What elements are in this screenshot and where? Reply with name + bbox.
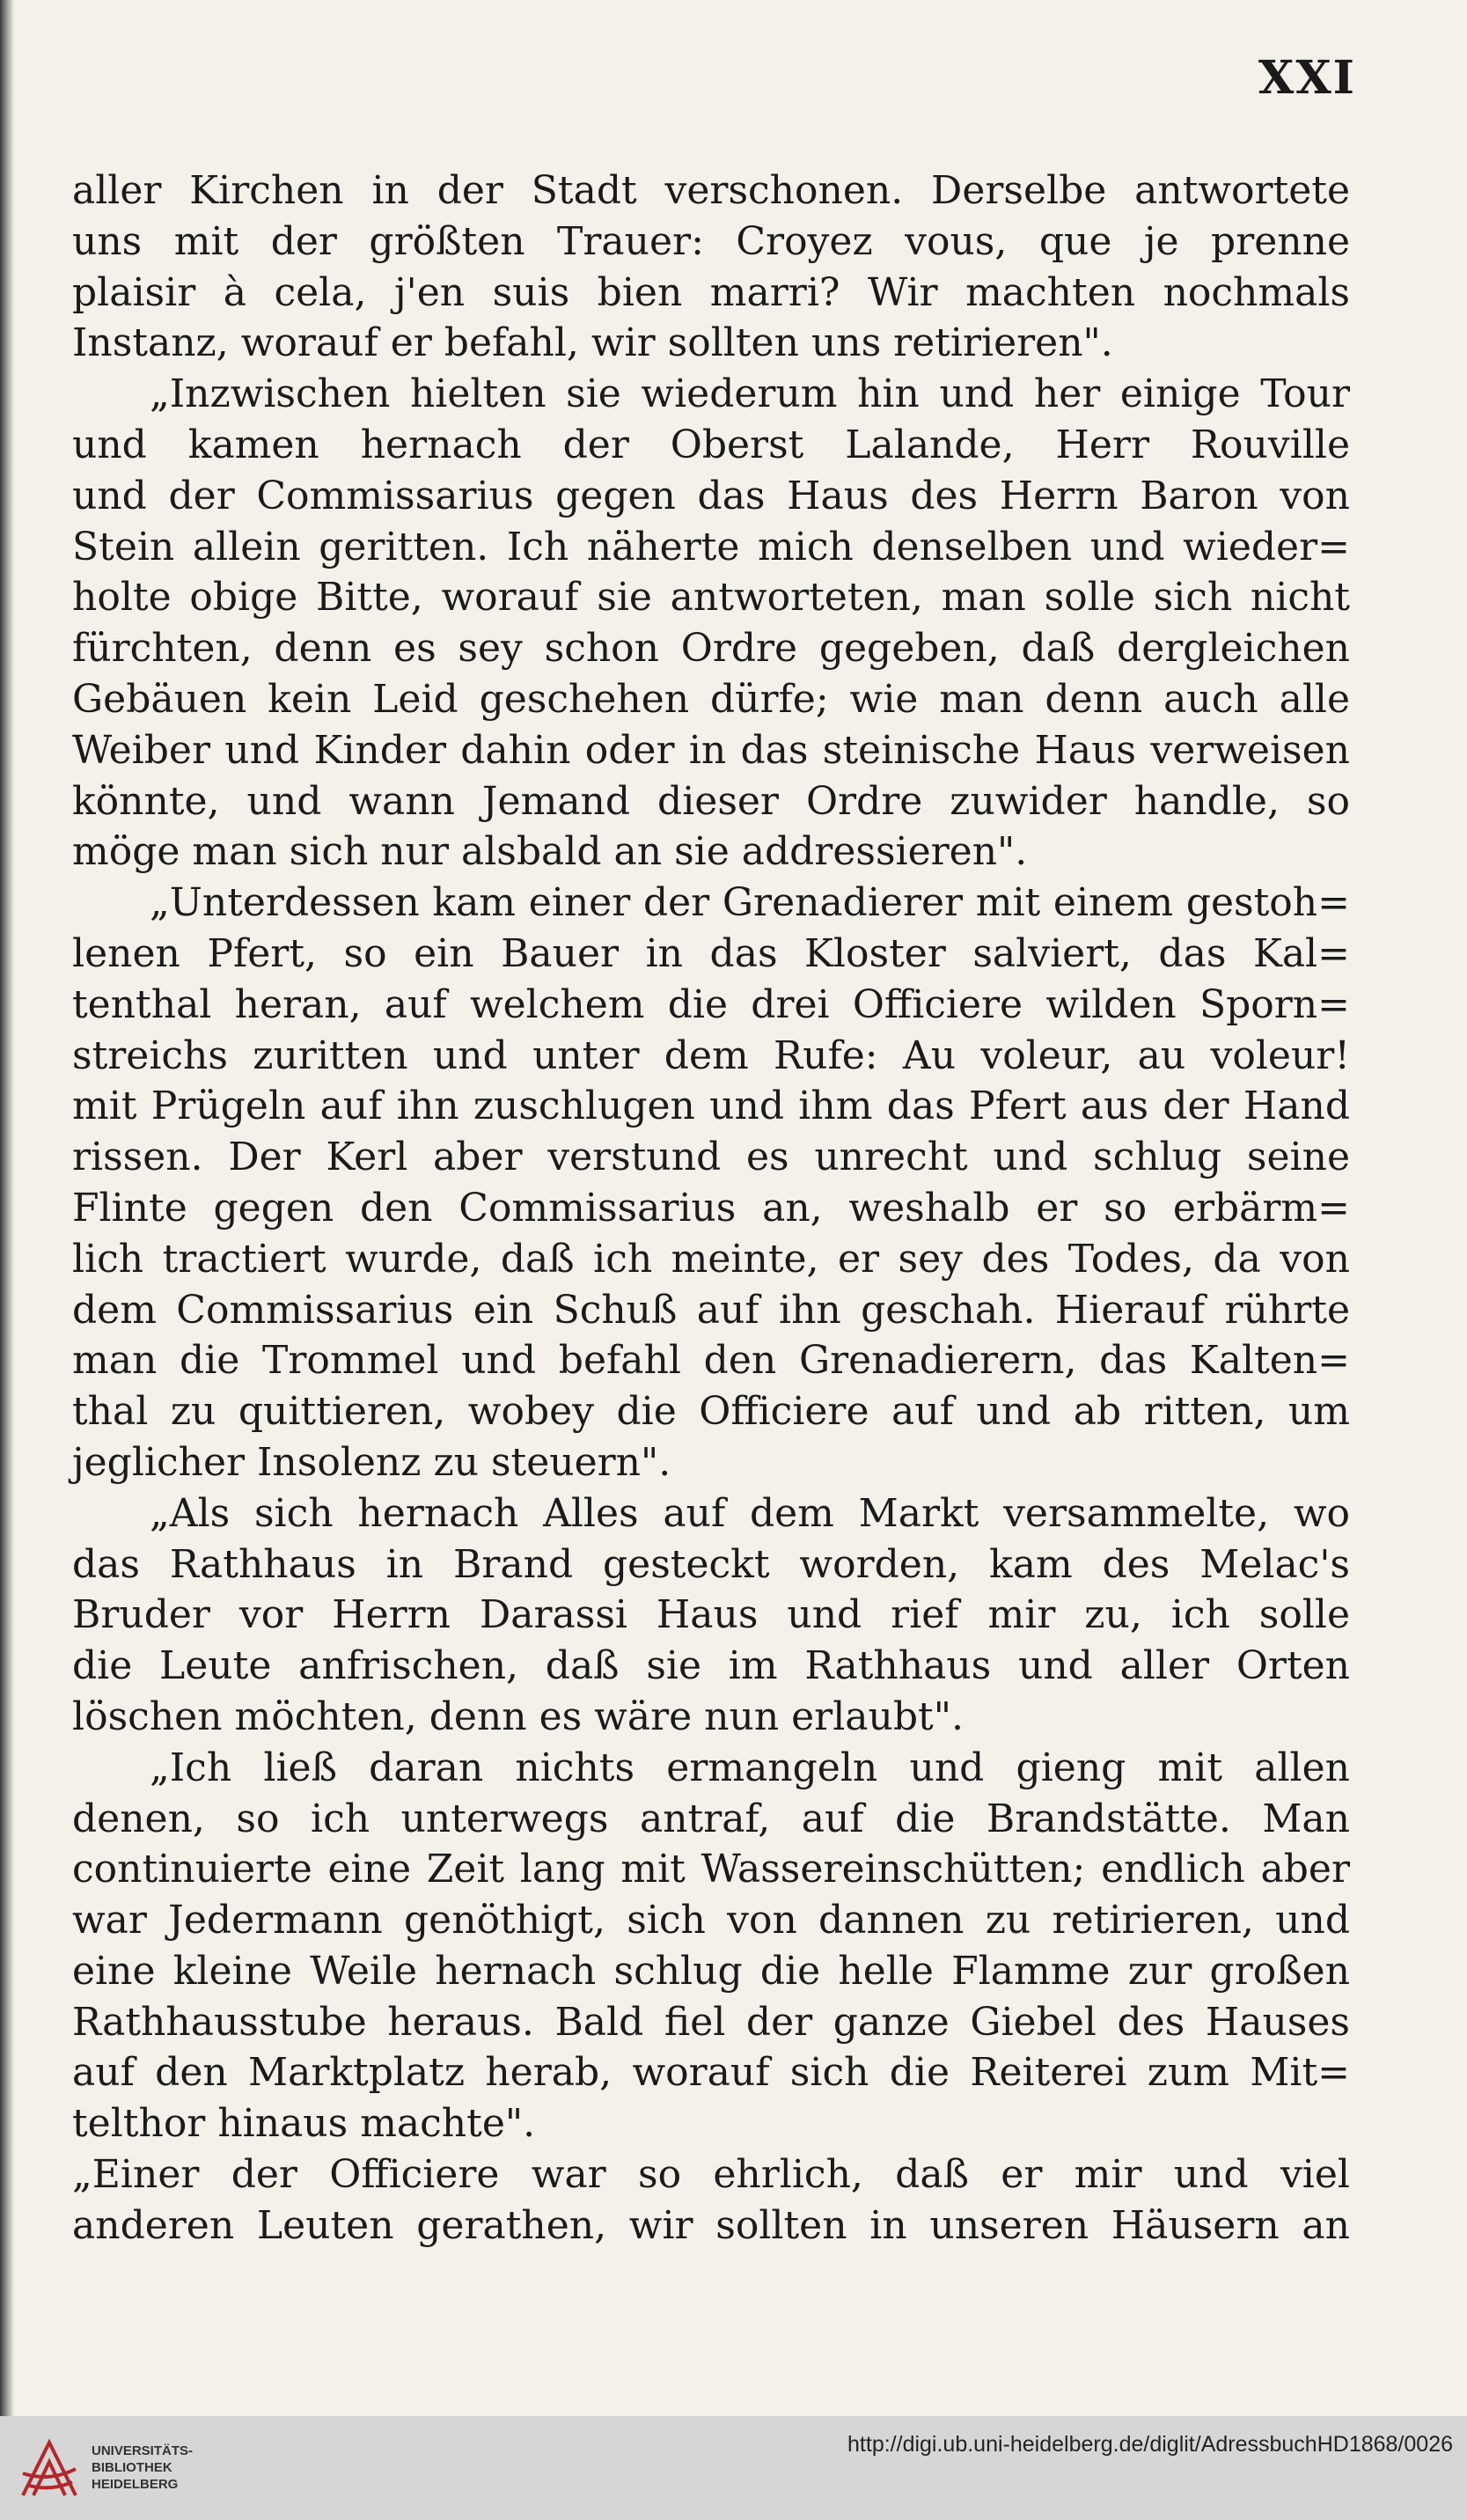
text-line: telthor hinaus machte". — [72, 2101, 536, 2147]
text-line: aller Kirchen in der Stadt verschonen. Derselbe antwortete — [72, 168, 1350, 213]
text-line: „Ich ließ daran nichts ermangeln und gieng mit allen — [150, 1745, 1350, 1790]
text-line: das Rathhaus in Brand gesteckt worden, kam des Melac's — [72, 1541, 1350, 1587]
logo-text-line: BIBLIOTHEK — [92, 2460, 172, 2475]
text-line: „Einer der Officiere war so ehrlich, daß er mir und viel — [72, 2152, 1350, 2198]
text-line: und der Commissarius gegen das Haus des Herrn Baron von — [72, 473, 1350, 518]
text-line: dem Commissarius ein Schuß auf ihn geschah. Hierauf rührte — [72, 1287, 1350, 1333]
text-line: mit Prügeln auf ihn zuschlugen und ihm das Pfert aus der Hand — [72, 1084, 1350, 1129]
footer-bar — [0, 2416, 1467, 2520]
text-line: auf den Marktplatz herab, worauf sich die Reiterei zum Mit= — [72, 2050, 1350, 2096]
text-line: löschen möchten, denn es wäre nun erlaubt". — [72, 1693, 964, 1739]
logo-text-line: UNIVERSITÄTS- — [92, 2443, 194, 2458]
text-line: Stein allein geritten. Ich näherte mich denselben und wieder= — [72, 524, 1350, 569]
text-line: uns mit der größten Trauer: Croyez vous, que je prenne — [72, 218, 1350, 264]
text-line: Flinte gegen den Commissarius an, weshalb er so erbärm= — [72, 1185, 1350, 1231]
logo-text-line: HEIDELBERG — [92, 2477, 179, 2492]
text-line: könnte, und wann Jemand dieser Ordre zuwider handle, so — [72, 778, 1350, 824]
text-line: Weiber und Kinder dahin oder in das steinische Haus verweisen — [72, 727, 1350, 773]
text-line: Rathhausstube heraus. Bald fiel der ganze Giebel des Hauses — [72, 1999, 1350, 2045]
text-line: lenen Pfert, so ein Bauer in das Kloster salviert, das Kal= — [72, 930, 1350, 976]
text-line: möge man sich nur alsbald an sie addressieren". — [72, 829, 1028, 875]
text-line: Instanz, worauf er befahl, wir sollten uns retirieren". — [72, 320, 1113, 366]
text-line: „Unterdessen kam einer der Grenadierer mit einem gestoh= — [150, 880, 1350, 926]
logo-text — [92, 2443, 193, 2493]
text-line: fürchten, denn es sey schon Ordre gegeben, daß dergleichen — [72, 626, 1350, 672]
text-line: man die Trommel und befahl den Grenadierern, das Kalten= — [72, 1338, 1350, 1384]
source-url-link[interactable]: http://digi.ub.uni-heidelberg.de/diglit/AdressbuchHD1868/0026 — [847, 2432, 1453, 2457]
text-line: thal zu quittieren, wobey die Officiere auf und ab ritten, um — [72, 1389, 1350, 1435]
text-line: eine kleine Weile hernach schlug die helle Flamme zur großen — [72, 1948, 1350, 1994]
university-logo-icon — [14, 2434, 84, 2504]
text-line: „Als sich hernach Alles auf dem Markt versammelte, wo — [150, 1490, 1350, 1536]
text-line: denen, so ich unterwegs antraf, auf die Brandstätte. Man — [72, 1796, 1350, 1841]
scan-edge — [0, 0, 14, 2416]
body-text — [72, 165, 1350, 2252]
text-line: lich tractiert wurde, daß ich meinte, er sey des Todes, da von — [72, 1236, 1350, 1282]
text-line: Bruder vor Herrn Darassi Haus und rief mir zu, ich solle — [72, 1592, 1350, 1638]
page-number: XXI — [1258, 51, 1356, 105]
text-line: und kamen hernach der Oberst Lalande, Herr Rouville — [72, 422, 1350, 467]
text-line: die Leute anfrischen, daß sie im Rathhaus und aller Orten — [72, 1643, 1350, 1689]
text-line: holte obige Bitte, worauf sie antworteten, man solle sich nicht — [72, 575, 1350, 621]
text-line: streichs zuritten und unter dem Rufe: Au voleur, au voleur! — [72, 1032, 1350, 1078]
text-line: anderen Leuten gerathen, wir sollten in unseren Häusern an — [72, 2202, 1350, 2248]
text-line: war Jedermann genöthigt, sich von dannen zu retirieren, und — [72, 1898, 1350, 1943]
text-line: „Inzwischen hielten sie wiederum hin und her einige Tour — [150, 371, 1350, 417]
text-line: rissen. Der Kerl aber verstund es unrecht und schlug seine — [72, 1135, 1350, 1180]
text-line: tenthal heran, auf welchem die drei Officiere wilden Sporn= — [72, 981, 1350, 1027]
text-line: jeglicher Insolenz zu steuern". — [72, 1439, 671, 1485]
text-line: Gebäuen kein Leid geschehen dürfe; wie man denn auch alle — [72, 676, 1350, 722]
text-line: continuierte eine Zeit lang mit Wassereinschütten; endlich aber — [72, 1847, 1350, 1892]
text-line: plaisir à cela, j'en suis bien marri? Wir machten nochmals — [72, 269, 1350, 315]
